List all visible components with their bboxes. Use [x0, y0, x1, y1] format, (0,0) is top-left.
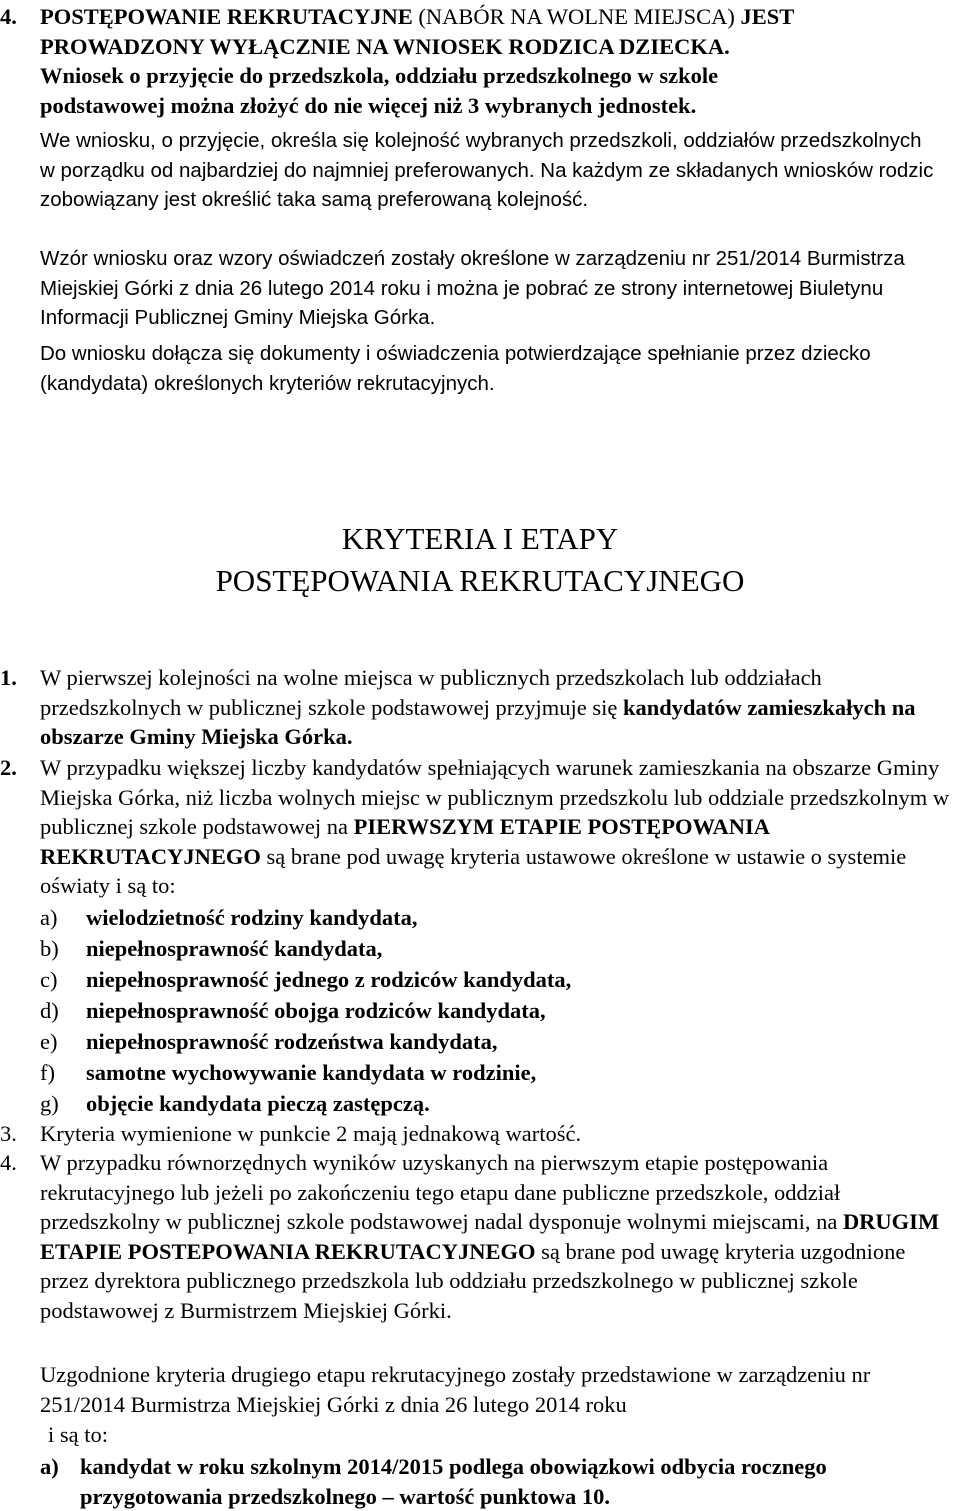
- section-4-number: 4.: [0, 4, 17, 29]
- criteria-item: e) niepełnosprawność rodzeństwa kandydata,: [40, 1029, 498, 1054]
- item-1-number: 1.: [0, 665, 17, 690]
- item-4-sub-label: a): [40, 1454, 59, 1479]
- item-3-text: Kryteria wymienione w punkcie 2 mają jednakową wartość.: [40, 1121, 582, 1146]
- heading-line-1: KRYTERIA I ETAPY: [341, 521, 619, 556]
- criteria-item: d) niepełnosprawność obojga rodziców kandydata,: [40, 998, 546, 1023]
- section-heading: [0, 518, 960, 602]
- section-4-title-line4: podstawowej można złożyć do nie więcej niż 3 wybranych jednostek.: [40, 92, 697, 118]
- section-4-paragraph-order: We wniosku, o przyjęcie, określa się kolejność wybranych przedszkoli, oddziałów przedszkolnych w porządku od najbardziej do najmniej preferowanych. Na każdym ze składanych wniosków rodzic zobowiązany jest określić taka samą preferowaną kolejność.: [40, 129, 934, 211]
- criteria-item: c) niepełnosprawność jednego z rodziców kandydata,: [40, 967, 572, 992]
- section-4-title-line2: PROWADZONY WYŁĄCZNIE NA WNIOSEK RODZICA DZIECKA.: [40, 33, 730, 59]
- item-4-sub-text: kandydat w roku szkolnym 2014/2015 podlega obowiązkowi odbycia rocznego przygotowania przedszkolnego – wartość punktowa 10.: [80, 1454, 827, 1509]
- section-4-title-line3: Wniosek o przyjęcie do przedszkola, oddziału przedszkolnego w szkole: [40, 63, 719, 88]
- section-4-paragraph-template: Wzór wniosku oraz wzory oświadczeń zostały określone w zarządzeniu nr 251/2014 Burmistrza Miejskiej Górki z dnia 26 lutego 2014 roku i można je pobrać ze strony internetowej Biuletynu Informacji Publicznej Gminy Miejska Górka.: [40, 247, 905, 329]
- item-2-text: W przypadku większej liczby kandydatów spełniających warunek zamieszkania na obszarze Gminy Miejska Górka, niż liczba wolnych miejsc w publicznym przedszkolu lub oddziale przedszkolnym w publicznej szkole podstawowej na PIERWSZYM ETAPIE POSTĘPOWANIA REKRUTACYJNEGO są brane pod uwagę kryteria ustawowe określone w ustawie o systemie oświaty i są to:: [40, 755, 950, 898]
- item-3-number: 3.: [0, 1121, 17, 1146]
- item-2-number: 2.: [0, 755, 17, 780]
- criteria-item: a) wielodzietność rodziny kandydata,: [40, 905, 418, 930]
- criteria-item: g) objęcie kandydata pieczą zastępczą.: [40, 1091, 430, 1116]
- item-4-number: 4.: [0, 1150, 17, 1175]
- item-1-text: W pierwszej kolejności na wolne miejsca w publicznych przedszkolach lub oddziałach przedszkolnych w publicznej szkole podstawowej przyjmuje się kandydatów zamieszkałych na obszarze Gminy Miejska Górka.: [40, 665, 916, 749]
- criteria-item: f) samotne wychowywanie kandydata w rodzinie,: [40, 1060, 537, 1085]
- item-4-intro: i są to:: [48, 1422, 108, 1447]
- criteria-item: b) niepełnosprawność kandydata,: [40, 936, 383, 961]
- section-4-paragraph-documents: Do wniosku dołącza się dokumenty i oświadczenia potwierdzające spełnianie przez dziecko (kandydata) określonych kryteriów rekrutacyjnych.: [40, 342, 871, 395]
- item-4-text: W przypadku równorzędnych wyników uzyskanych na pierwszym etapie postępowania rekrutacyjnego lub jeżeli po zakończeniu tego etapu dane publiczne przedszkole, oddział przedszkolny w publicznej szkole podstawowej nadal dysponuje wolnymi miejscami, na DRUGIM ETAPIE POSTEPOWANIA REKRUTACYJNEGO są brane pod uwagę kryteria uzgodnione przez dyrektora publicznego przedszkola lub oddziału przedszkolnego w publicznej szkole podstawowej z Burmistrzem Miejskiej Górki.: [40, 1150, 940, 1323]
- section-4-title: POSTĘPOWANIE REKRUTACYJNE (NABÓR NA WOLNE MIEJSCA) JEST PROWADZONY WYŁĄCZNIE NA WNIOSEK RODZICA DZIECKA. Wniosek o przyjęcie do przedszkola, oddziału przedszkolnego w szkole podstawowej można złożyć do nie więcej niż 3 wybranych jednostek.: [40, 2, 955, 120]
- item-4-paragraph: Uzgodnione kryteria drugiego etapu rekrutacyjnego zostały przedstawione w zarządzeniu nr 251/2014 Burmistrza Miejskiej Górki z dnia 26 lutego 2014 roku: [40, 1362, 871, 1417]
- heading-line-2: POSTĘPOWANIA REKRUTACYJNEGO: [215, 563, 745, 598]
